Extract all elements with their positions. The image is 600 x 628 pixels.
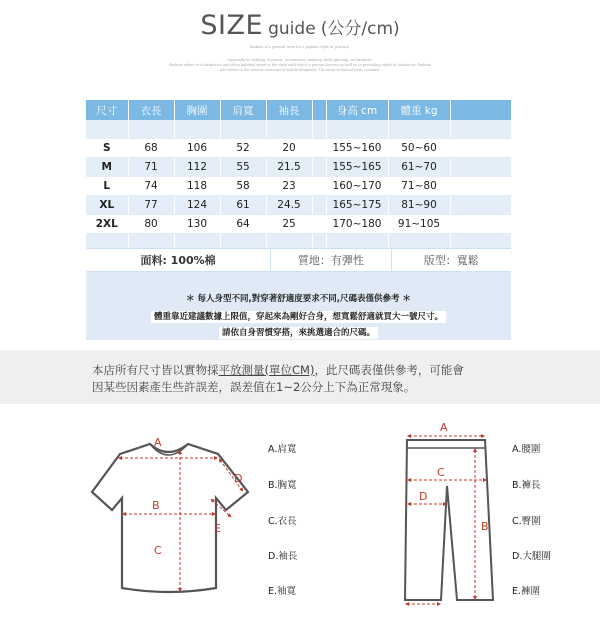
legend-item: B.褲長 [512, 480, 541, 491]
table-cell: 124 [174, 196, 220, 215]
tiny-caption-line: also refers to the newest creations of textile designers. The more technical term, costume. [219, 68, 381, 72]
table-cell: 170~180 [326, 215, 388, 234]
header-height: 身高 cm [326, 100, 388, 120]
table-cell [450, 139, 511, 158]
table-cell [312, 177, 326, 196]
table-row [86, 196, 511, 215]
table-cell: 55 [220, 158, 266, 177]
table-spacer-row [86, 120, 511, 139]
header-spacer [312, 100, 326, 120]
mark-b: B [152, 499, 160, 512]
legend-item: E.袖寬 [268, 586, 297, 597]
table-row [86, 139, 511, 158]
legend-item: D.袖長 [268, 551, 298, 562]
table-cell: 106 [174, 139, 220, 158]
table-cell: 130 [174, 215, 220, 234]
disclaimer-box [0, 350, 600, 404]
title-unit: (公分/cm) [320, 19, 400, 39]
header-chest: 胸圍 [174, 100, 220, 120]
table-cell: 165~175 [326, 196, 388, 215]
fabric-row [86, 248, 511, 272]
table-cell: 24.5 [266, 196, 312, 215]
header-weight: 體重 kg [388, 100, 450, 120]
table-cell [450, 158, 511, 177]
table-cell [388, 120, 450, 139]
note-line-2-text: 體重靠近建議數據上限值，穿起來為剛好合身，想寬鬆舒適就買大一號尺寸。 [151, 311, 446, 323]
table-row [86, 177, 511, 196]
header-blank [450, 100, 511, 120]
title-guide: guide [268, 19, 316, 39]
table-cell: 160~170 [326, 177, 388, 196]
disclaimer-post: ，此尺碼表僅供參考，可能會 [314, 363, 464, 377]
mark-d: D [234, 472, 243, 485]
table-cell: 118 [174, 177, 220, 196]
table-cell [450, 177, 511, 196]
header-length: 衣長 [128, 100, 174, 120]
table-cell: 52 [220, 139, 266, 158]
table-cell [450, 196, 511, 215]
size-table [86, 100, 512, 253]
table-cell [128, 120, 174, 139]
table-cell: 20 [266, 139, 312, 158]
pants-mark-b: B [481, 520, 489, 533]
table-cell [266, 120, 312, 139]
table-cell: 71 [128, 158, 174, 177]
table-cell [450, 215, 511, 234]
table-cell: 61 [220, 196, 266, 215]
mark-c: C [154, 544, 162, 557]
table-cell: 77 [128, 196, 174, 215]
fabric-fit: 版型：寬鬆 [391, 249, 511, 271]
table-cell [326, 120, 388, 139]
mark-a: A [154, 436, 162, 449]
table-cell: 74 [128, 177, 174, 196]
table-cell: 2XL [86, 215, 128, 234]
table-cell [220, 120, 266, 139]
disclaimer-pre: 本店所有尺寸皆以實物採 [92, 363, 219, 377]
disclaimer-line-2: 因某些因素產生些許誤差，誤差值在1~2公分上下為正常現象。 [92, 380, 416, 394]
pants-outline [405, 440, 493, 600]
tiny-caption-1: Fashion is a general term for a popular style or practice, [249, 45, 351, 49]
table-cell: 71~80 [388, 177, 450, 196]
table-cell: 112 [174, 158, 220, 177]
table-cell [312, 139, 326, 158]
disclaimer-underlined: 平放測量(單位CM) [218, 363, 315, 377]
table-cell: 61~70 [388, 158, 450, 177]
table-cell: 64 [220, 215, 266, 234]
table-cell [174, 120, 220, 139]
tiny-caption-2 [100, 58, 500, 73]
header-size: 尺寸 [86, 100, 128, 120]
table-header-row [86, 100, 511, 120]
table-cell [312, 120, 326, 139]
table-cell: 155~160 [326, 139, 388, 158]
table-cell: 21.5 [266, 158, 312, 177]
size-guide-title [0, 10, 600, 41]
legend-item: A.腰圍 [512, 444, 541, 455]
fabric-material: 面料: 100%棉 [140, 254, 216, 267]
table-row [86, 158, 511, 177]
table-cell [312, 196, 326, 215]
note-line-2 [86, 310, 511, 322]
table-cell: S [86, 139, 128, 158]
tiny-caption-line: especially in clothing, footwear, accessories, makeup, body piercing, or furniture. [227, 58, 373, 62]
legend-item: A.肩寬 [268, 444, 297, 455]
tiny-caption-line: Fashion refers to a distinctive and often habitual trend in the style with which a person dresses as well as to prevailing styles in behaviour. Fashion [168, 63, 432, 67]
table-cell: 91~105 [388, 215, 450, 234]
table-cell: 68 [128, 139, 174, 158]
table-cell [312, 158, 326, 177]
legend-item: D.大腿圍 [512, 551, 551, 562]
pants-mark-c: C [437, 466, 445, 479]
notes-box [86, 272, 511, 340]
table-cell: 23 [266, 177, 312, 196]
table-cell [86, 120, 128, 139]
note-line-1: ＊ 每人身型不同,對穿著舒適度要求不同,尺碼表僅供參考 ＊ [186, 294, 411, 304]
table-cell [312, 215, 326, 234]
table-cell: M [86, 158, 128, 177]
header-shoulder: 肩寬 [220, 100, 266, 120]
table-cell: 81~90 [388, 196, 450, 215]
fabric-texture: 質地：有彈性 [270, 249, 390, 271]
header-sleeve: 袖長 [266, 100, 312, 120]
table-cell [450, 120, 511, 139]
mark-e: E [214, 522, 221, 535]
table-cell: 80 [128, 215, 174, 234]
table-cell: L [86, 177, 128, 196]
pants-mark-d: D [419, 490, 428, 503]
note-line-3 [86, 326, 511, 338]
table-cell: 25 [266, 215, 312, 234]
disclaimer-line-1 [92, 362, 464, 378]
pants-mark-a: A [440, 421, 448, 434]
note-line-3-text: 請依自身習慣穿搭，來挑選適合的尺碼。 [219, 327, 378, 339]
pants-diagram [395, 420, 505, 610]
table-cell: 50~60 [388, 139, 450, 158]
legend-item: B.胸寬 [268, 480, 297, 491]
title-size: SIZE [200, 10, 264, 41]
table-cell: 155~165 [326, 158, 388, 177]
table-cell: 58 [220, 177, 266, 196]
legend-item: C.衣長 [268, 516, 297, 527]
legend-item: E.褲圍 [512, 586, 541, 597]
tshirt-diagram [90, 430, 250, 600]
table-cell: XL [86, 196, 128, 215]
table-row [86, 215, 511, 234]
legend-item: C.臀圍 [512, 516, 541, 527]
